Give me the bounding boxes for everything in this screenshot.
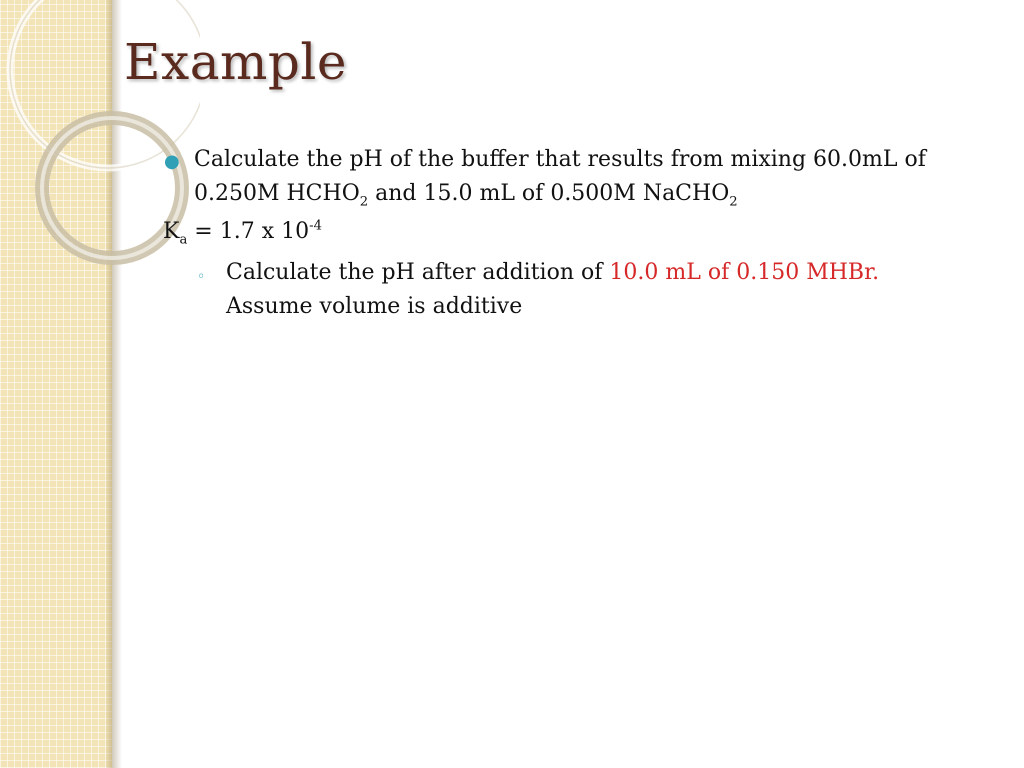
hollow-circle-bullet-icon: ◦: [197, 269, 206, 285]
subscript-hcho2: 2: [359, 194, 369, 210]
ka-equals: = 1.7 x 10: [187, 219, 310, 244]
ka-symbol: K: [163, 219, 180, 244]
bullet-dot-icon: ●: [164, 151, 180, 172]
ka-subscript: a: [179, 232, 188, 248]
bullet-text-line-2b: and 15.0 mL of 0.500M NaCHO: [368, 181, 730, 206]
ka-value: [163, 215, 1003, 249]
sub-bullet-text-line-2: Assume volume is additive: [226, 294, 523, 319]
bullet-text-line-2a: 0.250M HCHO: [194, 181, 360, 206]
ka-exponent: -4: [309, 218, 322, 234]
sub-bullet-item: [163, 256, 1003, 324]
bullet-item: [163, 143, 1003, 211]
sub-bullet-highlight: 10.0 mL of 0.150 MHBr.: [609, 260, 880, 285]
subscript-nacho2: 2: [729, 194, 738, 210]
sub-bullet-text-a: Calculate the pH after addition of: [226, 260, 610, 285]
page-title: Example: [124, 33, 348, 91]
slide-body: [163, 143, 1003, 324]
bullet-text-line-1: Calculate the pH of the buffer that results from mixing 60.0mL of: [194, 147, 926, 172]
